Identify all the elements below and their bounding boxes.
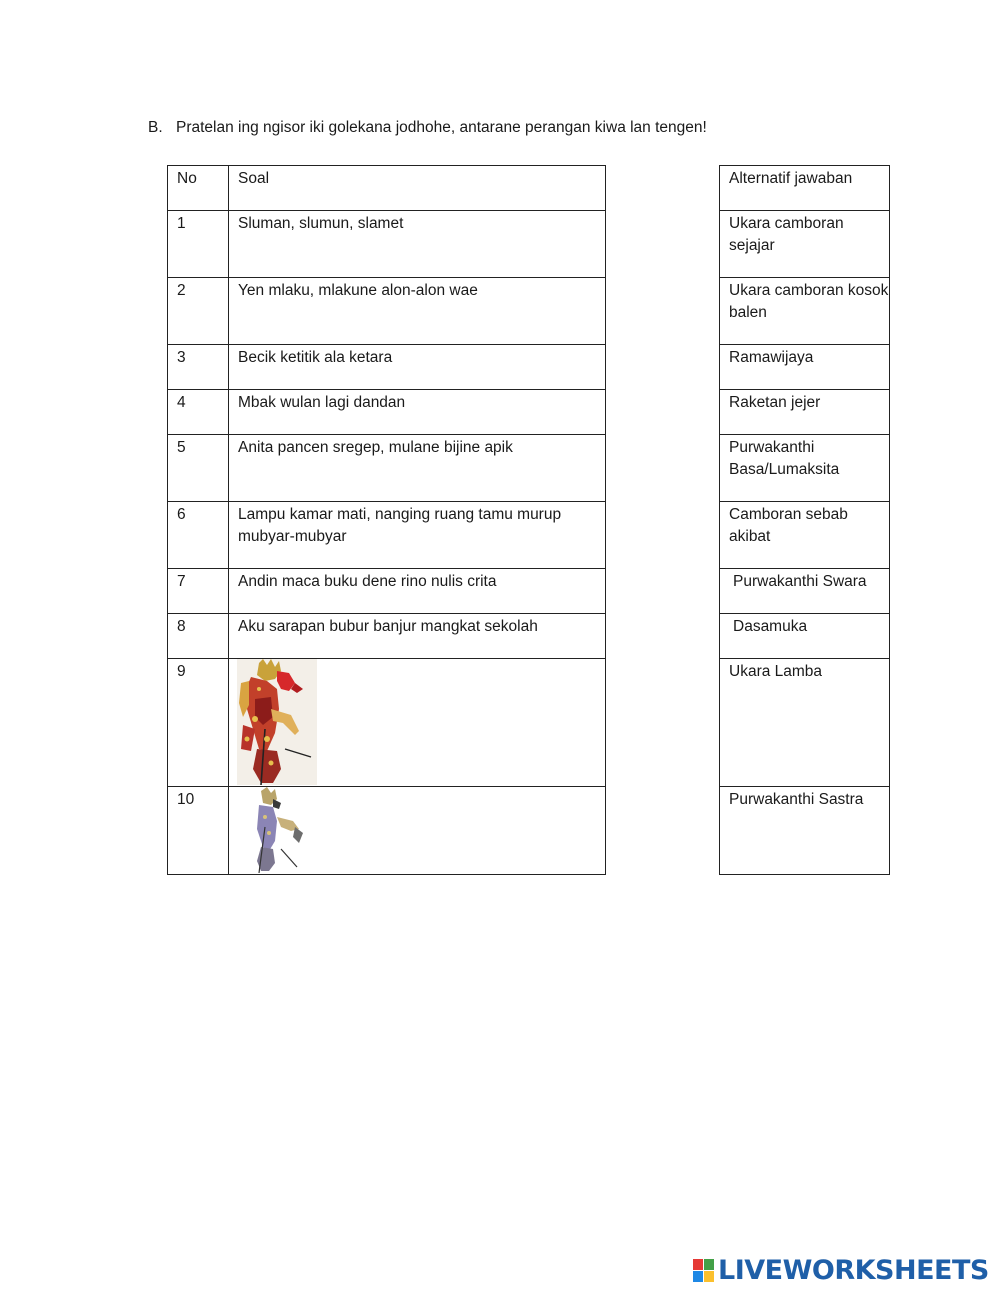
table-row (168, 211, 606, 278)
header-soal: Soal (229, 166, 606, 211)
row-number: 3 (168, 345, 229, 390)
row-number: 5 (168, 435, 229, 502)
row-question: Lampu kamar mati, nanging ruang tamu murup mubyar-mubyar (229, 502, 606, 569)
row-question-image (229, 659, 606, 787)
row-number: 4 (168, 390, 229, 435)
table-row (168, 659, 606, 787)
answer-option (720, 787, 890, 875)
answer-option (720, 390, 890, 435)
liveworksheets-logo-text: LIVEWORKSHEETS (718, 1255, 989, 1286)
answer-option-text: Purwakanthi Basa/Lumaksita (720, 435, 890, 502)
row-number: 8 (168, 614, 229, 659)
table-row (168, 435, 606, 502)
answer-option-text: Ukara camboran sejajar (720, 211, 890, 278)
answer-option (720, 659, 890, 787)
row-number: 10 (168, 787, 229, 875)
header-alternatif-jawaban: Alternatif jawaban (720, 166, 890, 211)
row-question: Mbak wulan lagi dandan (229, 390, 606, 435)
answer-option (720, 614, 890, 659)
answer-option (720, 435, 890, 502)
instruction (148, 119, 707, 137)
instruction-text: Pratelan ing ngisor iki golekana jodhohe, antarane perangan kiwa lan tengen! (176, 119, 707, 136)
answer-header-row (720, 166, 890, 211)
answer-option-text: Purwakanthi Swara (720, 569, 890, 614)
answer-options-table (719, 165, 890, 875)
answer-option (720, 345, 890, 390)
row-question: Aku sarapan bubur banjur mangkat sekolah (229, 614, 606, 659)
liveworksheets-logo-icon (693, 1259, 715, 1283)
answer-option-text: Ramawijaya (720, 345, 890, 390)
answer-option-text: Purwakanthi Sastra (720, 787, 890, 875)
row-number: 2 (168, 278, 229, 345)
wayang-small-figure-image (237, 787, 317, 873)
question-table (167, 165, 606, 875)
table-row (168, 502, 606, 569)
table-row (168, 787, 606, 875)
liveworksheets-logo (693, 1255, 989, 1286)
table-row (168, 569, 606, 614)
row-question: Sluman, slumun, slamet (229, 211, 606, 278)
section-letter: B. (148, 119, 163, 136)
answer-option-text: Camboran sebab akibat (720, 502, 890, 569)
row-question: Yen mlaku, mlakune alon-alon wae (229, 278, 606, 345)
row-question-image (229, 787, 606, 875)
answer-option-text: Ukara camboran kosok balen (720, 278, 890, 345)
table-row (168, 278, 606, 345)
row-question: Becik ketitik ala ketara (229, 345, 606, 390)
answer-option (720, 569, 890, 614)
header-no: No (168, 166, 229, 211)
row-question: Andin maca buku dene rino nulis crita (229, 569, 606, 614)
table-row (168, 345, 606, 390)
answer-option-text: Ukara Lamba (720, 659, 890, 787)
table-header-row (168, 166, 606, 211)
answer-option-text: Raketan jejer (720, 390, 890, 435)
row-number: 9 (168, 659, 229, 787)
row-question: Anita pancen sregep, mulane bijine apik (229, 435, 606, 502)
row-number: 7 (168, 569, 229, 614)
answer-option (720, 211, 890, 278)
answer-option-text: Dasamuka (720, 614, 890, 659)
answer-option (720, 278, 890, 345)
table-row (168, 614, 606, 659)
wayang-red-figure-image (237, 659, 317, 785)
answer-option (720, 502, 890, 569)
row-number: 6 (168, 502, 229, 569)
row-number: 1 (168, 211, 229, 278)
table-row (168, 390, 606, 435)
